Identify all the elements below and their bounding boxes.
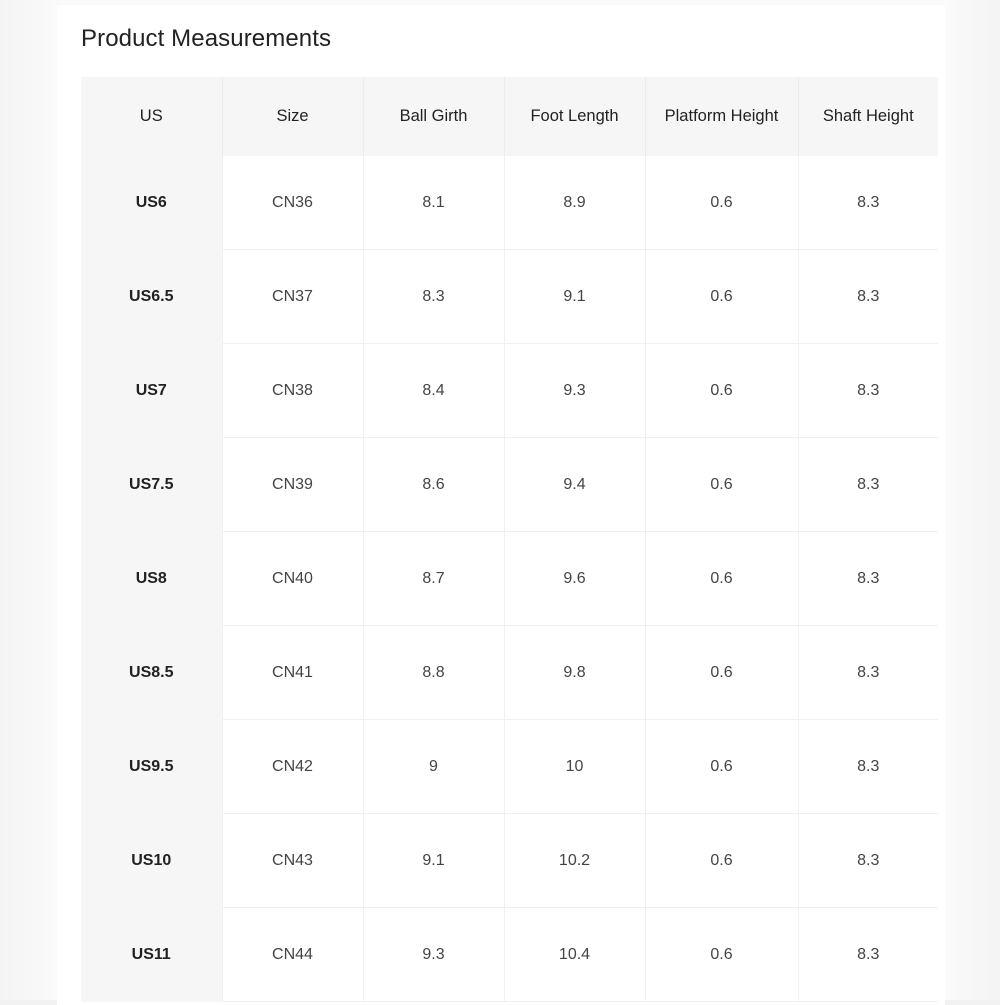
table-row <box>81 720 938 814</box>
header-platform-height: Platform Height <box>645 77 798 156</box>
header-foot-length: Foot Length <box>504 77 645 156</box>
cell-us: US7.5 <box>81 438 222 532</box>
cell-us: US8.5 <box>81 626 222 720</box>
table-row <box>81 532 938 626</box>
table-header <box>81 77 938 156</box>
cell-size: CN42 <box>222 720 363 814</box>
cell-platform-height: 0.6 <box>645 438 798 532</box>
cell-foot-length: 9.8 <box>504 626 645 720</box>
page-title: Product Measurements <box>81 25 332 52</box>
cell-foot-length: 10 <box>504 720 645 814</box>
header-size: Size <box>222 77 363 156</box>
cell-ball-girth: 8.8 <box>363 626 504 720</box>
cell-size: CN37 <box>222 250 363 344</box>
table-row <box>81 814 938 908</box>
cell-size: CN40 <box>222 532 363 626</box>
cell-us: US10 <box>81 814 222 908</box>
cell-size: CN41 <box>222 626 363 720</box>
table-row <box>81 626 938 720</box>
cell-us: US6 <box>81 156 222 250</box>
header-shaft-height: Shaft Height <box>798 77 938 156</box>
cell-foot-length: 8.9 <box>504 156 645 250</box>
measurements-table-wrapper <box>81 77 938 1002</box>
table-row <box>81 908 938 1002</box>
cell-platform-height: 0.6 <box>645 626 798 720</box>
cell-shaft-height: 8.3 <box>798 720 938 814</box>
cell-ball-girth: 9.1 <box>363 814 504 908</box>
cell-shaft-height: 8.3 <box>798 438 938 532</box>
cell-foot-length: 9.1 <box>504 250 645 344</box>
cell-platform-height: 0.6 <box>645 250 798 344</box>
cell-foot-length: 10.2 <box>504 814 645 908</box>
cell-platform-height: 0.6 <box>645 344 798 438</box>
cell-shaft-height: 8.3 <box>798 156 938 250</box>
cell-ball-girth: 9 <box>363 720 504 814</box>
cell-us: US7 <box>81 344 222 438</box>
cell-platform-height: 0.6 <box>645 156 798 250</box>
cell-ball-girth: 8.3 <box>363 250 504 344</box>
cell-ball-girth: 8.7 <box>363 532 504 626</box>
cell-ball-girth: 8.6 <box>363 438 504 532</box>
cell-size: CN38 <box>222 344 363 438</box>
cell-size: CN39 <box>222 438 363 532</box>
cell-shaft-height: 8.3 <box>798 344 938 438</box>
cell-size: CN36 <box>222 156 363 250</box>
measurements-table <box>81 77 938 1002</box>
cell-foot-length: 9.4 <box>504 438 645 532</box>
cell-ball-girth: 8.1 <box>363 156 504 250</box>
cell-platform-height: 0.6 <box>645 532 798 626</box>
cell-shaft-height: 8.3 <box>798 250 938 344</box>
header-row <box>81 77 938 156</box>
cell-foot-length: 9.3 <box>504 344 645 438</box>
table-row <box>81 250 938 344</box>
cell-platform-height: 0.6 <box>645 720 798 814</box>
cell-foot-length: 10.4 <box>504 908 645 1002</box>
measurements-card <box>57 5 945 1005</box>
cell-us: US11 <box>81 908 222 1002</box>
cell-ball-girth: 9.3 <box>363 908 504 1002</box>
cell-us: US9.5 <box>81 720 222 814</box>
table-body <box>81 156 938 1002</box>
cell-shaft-height: 8.3 <box>798 626 938 720</box>
cell-size: CN44 <box>222 908 363 1002</box>
cell-us: US6.5 <box>81 250 222 344</box>
cell-foot-length: 9.6 <box>504 532 645 626</box>
cell-platform-height: 0.6 <box>645 814 798 908</box>
cell-platform-height: 0.6 <box>645 908 798 1002</box>
cell-us: US8 <box>81 532 222 626</box>
cell-shaft-height: 8.3 <box>798 532 938 626</box>
table-row <box>81 156 938 250</box>
cell-ball-girth: 8.4 <box>363 344 504 438</box>
cell-size: CN43 <box>222 814 363 908</box>
table-row <box>81 438 938 532</box>
header-us: US <box>81 77 222 156</box>
cell-shaft-height: 8.3 <box>798 814 938 908</box>
table-row <box>81 344 938 438</box>
header-ball-girth: Ball Girth <box>363 77 504 156</box>
cell-shaft-height: 8.3 <box>798 908 938 1002</box>
